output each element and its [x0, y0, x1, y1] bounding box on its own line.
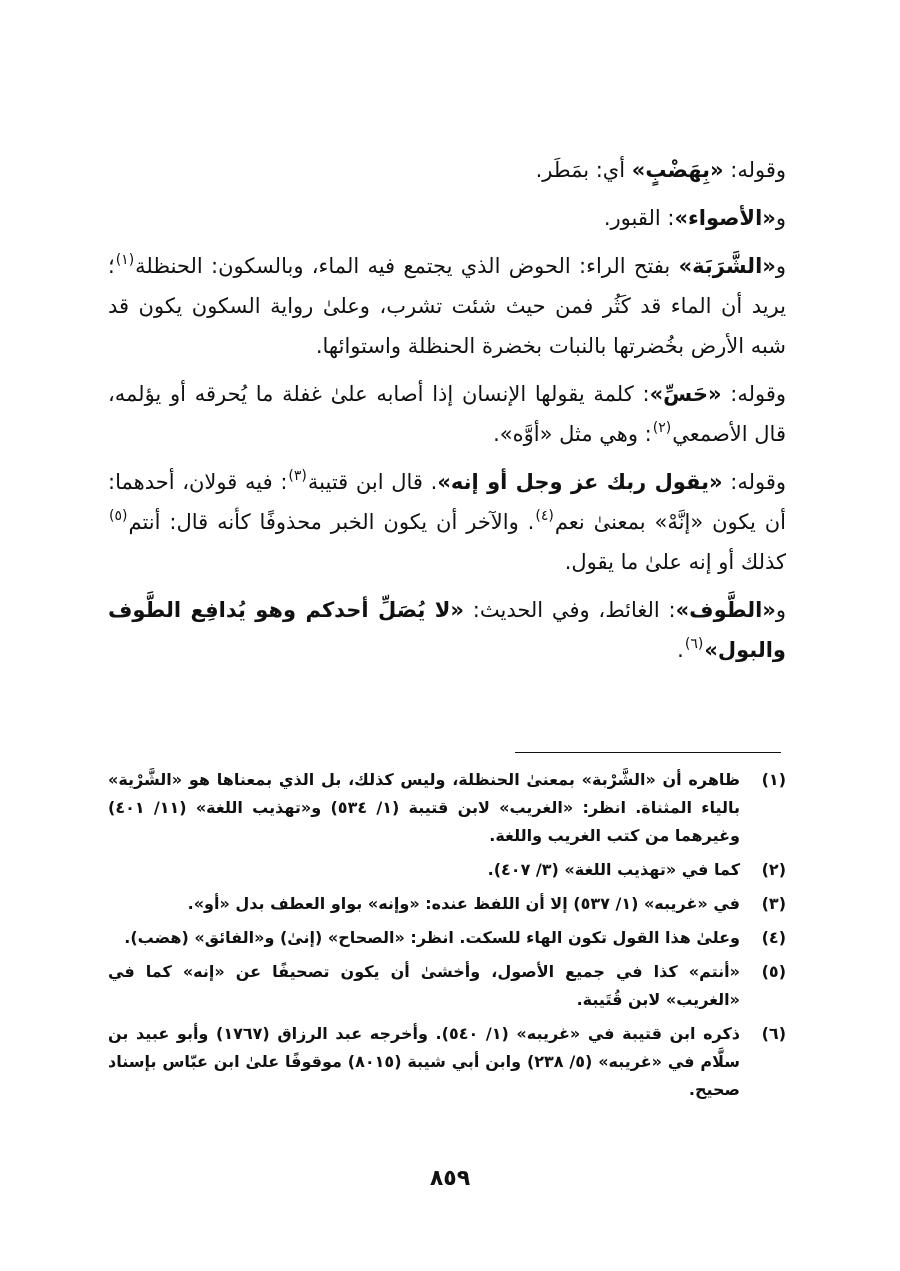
footnote-number: (١) — [761, 770, 786, 789]
paragraph-6: و«الطَّوف»: الغائط، وفي الحديث: «لا يُصَلِّ أحدكم وهو يُدافِع الطَّوف والبول»$^{(٦)}$. — [108, 598, 786, 662]
footnote-text: «أنتم» كذا في جميع الأصول، وأخشىٰ أن يكون تصحيفًا عن «إنه» كما في «الغريب» لابن قُتَيبة. — [108, 962, 740, 1009]
footnote-ref-5[interactable]: (٥) — [109, 508, 128, 524]
footnotes — [108, 766, 786, 1110]
footnote-separator — [515, 752, 781, 753]
footnote-item — [108, 1020, 786, 1104]
footnote-ref-3[interactable]: (٣) — [288, 468, 307, 484]
footnote-item — [108, 924, 786, 952]
paragraph-3: و«الشَّرَبَة» بفتح الراء: الحوض الذي يجتمع فيه الماء، وبالسكون: الحنظلة$^{(١)}$؛ يريد أن الماء قد كَثُر فمن حيث شئت تشرب، وعلىٰ رواية السكون يكون قد شبه الأرض بخُضرتها بالنبات بخضرة الحنظلة واستوائها. — [108, 252, 786, 358]
paragraph-5: وقوله: «يقول ربك عز وجل أو إنه». قال ابن قتيبة$^{(٣)}$: فيه قولان، أحدهما: أن يكون «إنَّهْ» بمعنىٰ نعم$^{(٤)}$. والآخر أن يكون الخبر محذوفًا كأنه قال: أنتم$^{(٥)}$ كذلك أو إنه علىٰ ما يقول. — [108, 468, 786, 574]
paragraph-1: وقوله: «بِهَضْبٍ» أي: بمَطَر. — [535, 158, 786, 182]
footnote-item — [108, 766, 786, 850]
footnote-number: (٤) — [761, 928, 786, 947]
paragraph-2: و«الأصواء»: القبور. — [603, 206, 786, 230]
page-number: ٨٥٩ — [429, 1166, 471, 1191]
footnote-number: (٣) — [761, 894, 786, 913]
footnote-ref-2[interactable]: (٢) — [652, 420, 672, 436]
footnote-text: في «غريبه» (١/ ٥٣٧) إلا أن اللفظ عنده: «وإنه» بواو العطف بدل «أو». — [187, 894, 740, 913]
footnote-item — [108, 856, 786, 884]
footnote-text: ذكره ابن قتيبة في «غريبه» (١/ ٥٤٠). وأخرجه عبد الرزاق (١٧٦٧) وأبو عبيد بن سلَّام في «غريبه» (٥/ ٢٣٨) وابن أبي شيبة (٨٠١٥) موقوفًا علىٰ ابن عبّاس بإسناد صحيح. — [108, 1024, 741, 1099]
footnote-item — [108, 958, 786, 1014]
footnote-item — [108, 890, 786, 918]
paragraph-4: وقوله: «حَسِّ»: كلمة يقولها الإنسان إذا أصابه علىٰ غفلة ما يُحرقه أو يؤلمه، قال الأصمعي$^{(٢)}$: وهي مثل «أوَّه». — [108, 382, 786, 446]
footnote-text: وعلىٰ هذا القول تكون الهاء للسكت. انظر: «الصحاح» (إنىٰ) و«الفائق» (هضب). — [124, 928, 740, 947]
footnote-number: (٥) — [761, 962, 786, 981]
main-text — [108, 150, 786, 678]
footnote-ref-1[interactable]: (١) — [115, 252, 135, 268]
footnote-number: (٦) — [761, 1024, 786, 1043]
footnote-number: (٢) — [761, 860, 786, 879]
footnote-text: كما في «تهذيب اللغة» (٣/ ٤٠٧). — [487, 860, 740, 879]
footnote-ref-4[interactable]: (٤) — [535, 508, 554, 524]
footnote-ref-6[interactable]: (٦) — [684, 636, 704, 652]
footnote-text: ظاهره أن «الشَّرْبة» بمعنىٰ الحنظلة، وليس كذلك، بل الذي بمعناها هو «الشَّرْية» بالياء المثناة. انظر: «الغريب» لابن قتيبة (١/ ٥٣٤) و«تهذيب اللغة» (١١/ ٤٠١) وغيرهما من كتب الغريب واللغة. — [108, 770, 741, 845]
